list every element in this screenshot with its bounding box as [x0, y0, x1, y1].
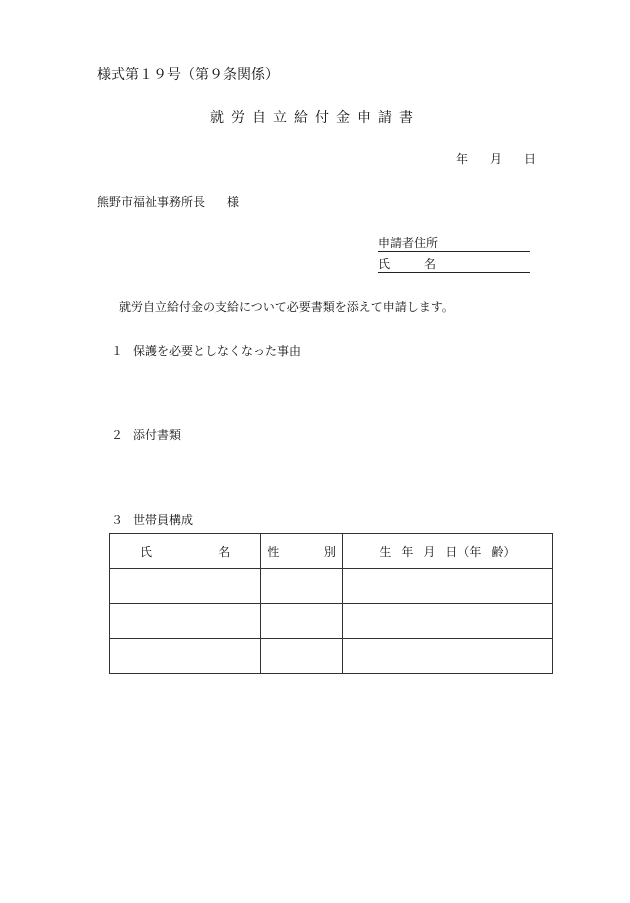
- date-year-label: 年: [456, 152, 469, 166]
- applicant-name-label-1: 氏: [378, 257, 391, 271]
- section-reason: [111, 342, 301, 359]
- cell-birthdate[interactable]: [342, 639, 552, 674]
- section-label: 保護を必要としなくなった事由: [133, 344, 302, 358]
- cell-sex[interactable]: [261, 639, 343, 674]
- header-sex-part: 性: [267, 544, 280, 559]
- header-name-part: 氏: [140, 544, 153, 559]
- section-label: 添付書類: [133, 428, 182, 442]
- cell-name[interactable]: [110, 604, 261, 639]
- cell-sex[interactable]: [261, 569, 343, 604]
- applicant-name-field[interactable]: [378, 256, 530, 273]
- document-title: 就労自立給付金申請書: [210, 110, 420, 126]
- applicant-name-label-2: 名: [424, 257, 437, 271]
- header-sex-part: 別: [323, 544, 336, 559]
- table-row: [110, 569, 553, 604]
- table-row: [110, 604, 553, 639]
- date-day-label: 日: [524, 152, 537, 166]
- header-birth-part: 齢）: [491, 544, 516, 559]
- addressee: [97, 193, 239, 210]
- section-label: 世帯員構成: [133, 513, 194, 527]
- addressee-name: 熊野市福祉事務所長: [97, 195, 206, 209]
- date-month-label: 月: [490, 152, 503, 166]
- section-attachments: [111, 426, 181, 443]
- table-row: [110, 639, 553, 674]
- cell-sex[interactable]: [261, 604, 343, 639]
- cell-name[interactable]: [110, 639, 261, 674]
- addressee-honorific: 様: [227, 195, 240, 209]
- section-number: １: [111, 344, 124, 358]
- header-birth-part: 生: [379, 544, 392, 559]
- header-birthdate: [342, 534, 552, 569]
- header-name-part: 名: [218, 544, 231, 559]
- header-birth-part: 月: [423, 544, 436, 559]
- applicant-address-field[interactable]: [378, 235, 530, 252]
- request-statement: 就労自立給付金の支給について必要書類を添えて申請します。: [119, 300, 454, 314]
- header-birth-part: 年: [401, 544, 414, 559]
- cell-name[interactable]: [110, 569, 261, 604]
- section-number: ３: [111, 513, 124, 527]
- header-name: [110, 534, 261, 569]
- form-number: 様式第１９号（第９条関係）: [97, 67, 279, 83]
- household-table: [109, 533, 553, 674]
- header-sex: [261, 534, 343, 569]
- applicant-address-label: 申請者住所: [378, 236, 439, 250]
- section-household: [111, 511, 193, 528]
- table-header-row: [110, 534, 553, 569]
- section-number: ２: [111, 428, 124, 442]
- date-line: [456, 150, 536, 167]
- cell-birthdate[interactable]: [342, 569, 552, 604]
- cell-birthdate[interactable]: [342, 604, 552, 639]
- header-birth-part: 日（年: [445, 544, 482, 559]
